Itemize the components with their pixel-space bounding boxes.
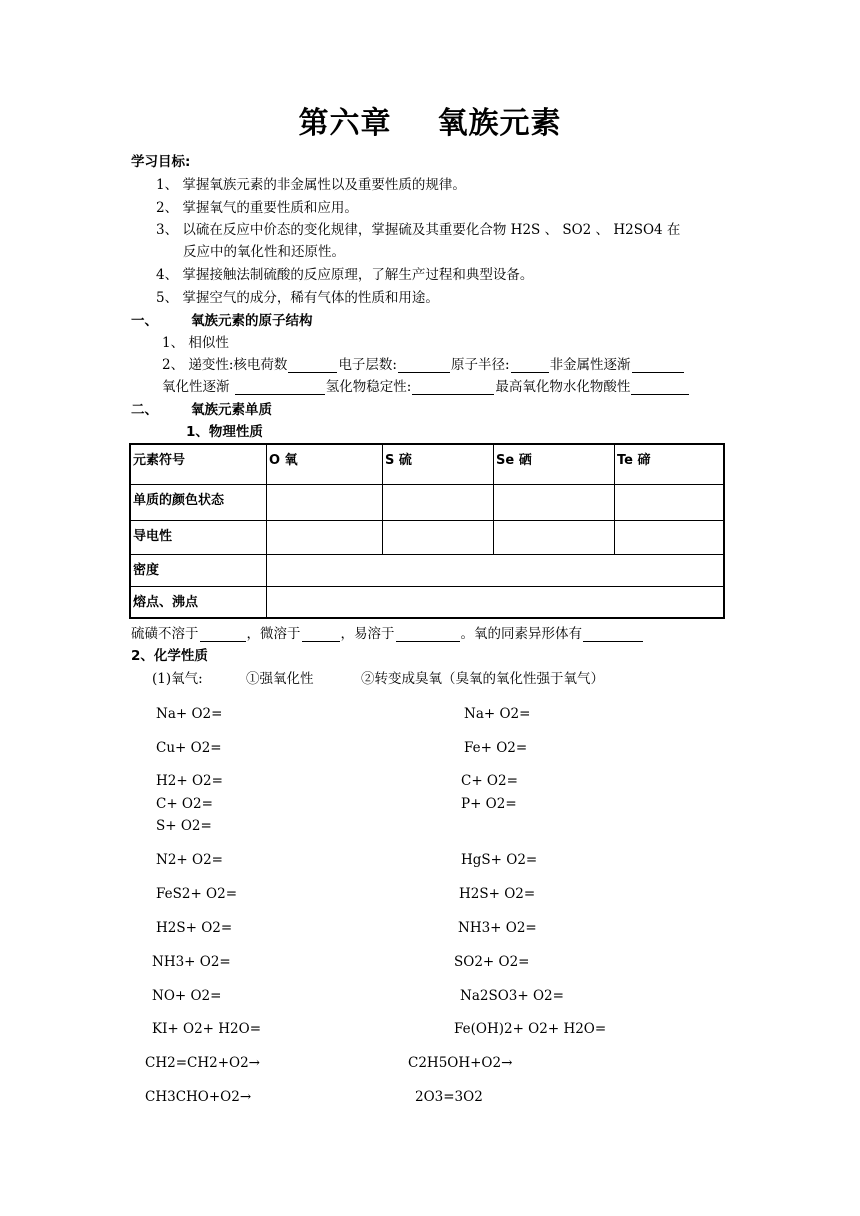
equation: Fe+ O2= [464,740,528,756]
section-1-title: 氧族元素的原子结构 [191,313,313,329]
goals-heading: 学习目标: [131,154,191,170]
goal-item: 反应中的氧化性和还原性。 [183,244,345,260]
table-header-cell: Se 硒 [494,444,615,484]
table-cell[interactable] [267,554,725,586]
equation: KI+ O2+ H2O= [152,1021,262,1037]
oxygen-property-2: ②转变成臭氧（臭氧的氧化性强于氧气） [361,671,604,687]
page-title [0,106,860,142]
equation: H2S+ O2= [156,920,233,936]
sulfur-text: ，易溶于 [340,626,395,642]
equation: HgS+ O2= [461,852,538,868]
goal-item: 3、 以硫在反应中价态的变化规律，掌握硫及其重要化合物 H2S 、 SO2 、 H2SO4 在 [156,222,681,238]
trend-label: 2、 递变性:核电荷数 [162,357,288,373]
atomic-radius-label: 原子半径: [451,357,510,373]
equation: H2+ O2= [156,773,223,789]
oxygen-property-1: ①强氧化性 [246,671,314,687]
table-cell[interactable] [267,586,725,618]
trend-line-1 [162,357,685,373]
fill-blank[interactable] [235,380,325,395]
table-row-label: 密度 [130,554,267,586]
equation: H2S+ O2= [459,886,536,902]
goal-item: 2、 掌握氧气的重要性质和应用。 [156,200,358,216]
sulfur-solubility-line [131,626,644,642]
table-header-cell: 元素符号 [130,444,267,484]
physical-properties-heading: 1、物理性质 [186,424,263,440]
equation: CH3CHO+O2→ [145,1089,252,1105]
equation: N2+ O2= [156,852,223,868]
equation: S+ O2= [156,818,212,834]
equation: CH2=CH2+O2→ [145,1055,260,1071]
table-cell[interactable] [494,484,615,520]
fill-blank[interactable] [302,627,340,642]
equation: C2H5OH+O2→ [408,1055,513,1071]
chapter-number: 第六章 [298,106,392,141]
equation: Na+ O2= [464,706,531,722]
fill-blank[interactable] [200,627,246,642]
fill-blank[interactable] [511,358,549,373]
table-header-cell: O 氧 [267,444,383,484]
fill-blank[interactable] [396,627,460,642]
table-row-label: 导电性 [130,520,267,554]
equation: P+ O2= [461,796,517,812]
chemical-properties-heading: 2、化学性质 [131,648,208,664]
oxygen-label: (1)氧气: [152,671,203,687]
equation: SO2+ O2= [454,954,530,970]
sulfur-text: 硫磺不溶于 [131,626,199,642]
acidity-label: 最高氧化物水化物酸性 [495,379,631,395]
table-cell[interactable] [267,484,383,520]
equation: Na2SO3+ O2= [460,988,564,1004]
nonmetal-label: 非金属性逐渐 [549,357,631,373]
equation: Fe(OH)2+ O2+ H2O= [454,1021,607,1037]
section-1-number: 一、 [131,313,158,329]
equation: Cu+ O2= [156,740,222,756]
table-header-cell: S 硫 [383,444,494,484]
fill-blank[interactable] [583,627,643,642]
sulfur-text: ，微溶于 [246,626,301,642]
table-cell[interactable] [383,520,494,554]
sulfur-text: 。氧的同素异形体有 [460,626,582,642]
trend-line-2 [162,379,690,395]
table-header-cell: Te 碲 [615,444,725,484]
table-cell[interactable] [494,520,615,554]
goal-item: 5、 掌握空气的成分，稀有气体的性质和用途。 [156,290,439,306]
oxidizing-label: 氧化性逐渐 [162,379,230,395]
equation: Na+ O2= [156,706,223,722]
chapter-title: 氧族元素 [437,106,562,141]
table-cell[interactable] [615,520,725,554]
fill-blank[interactable] [398,358,450,373]
table-row-label: 熔点、沸点 [130,586,267,618]
fill-blank[interactable] [288,358,337,373]
table-cell[interactable] [383,484,494,520]
electron-shells-label: 电子层数: [338,357,397,373]
equation: 2O3=3O2 [415,1089,483,1105]
fill-blank[interactable] [412,380,494,395]
fill-blank[interactable] [631,380,689,395]
equation: NO+ O2= [152,988,222,1004]
physical-properties-table [129,443,725,619]
goal-item: 1、 掌握氧族元素的非金属性以及重要性质的规律。 [156,177,466,193]
equation: C+ O2= [156,796,213,812]
equation: NH3+ O2= [152,954,231,970]
section-2-title: 氧族元素单质 [191,402,272,418]
table-cell[interactable] [615,484,725,520]
table-row-label: 单质的颜色状态 [130,484,267,520]
fill-blank[interactable] [632,358,684,373]
table-cell[interactable] [267,520,383,554]
equation: NH3+ O2= [458,920,537,936]
equation: FeS2+ O2= [156,886,238,902]
equation: C+ O2= [461,773,518,789]
goal-item: 4、 掌握接触法制硫酸的反应原理，了解生产过程和典型设备。 [156,267,534,283]
similarity-label: 1、 相似性 [162,335,229,351]
section-2-number: 二、 [131,402,158,418]
hydride-stability-label: 氢化物稳定性: [325,379,412,395]
